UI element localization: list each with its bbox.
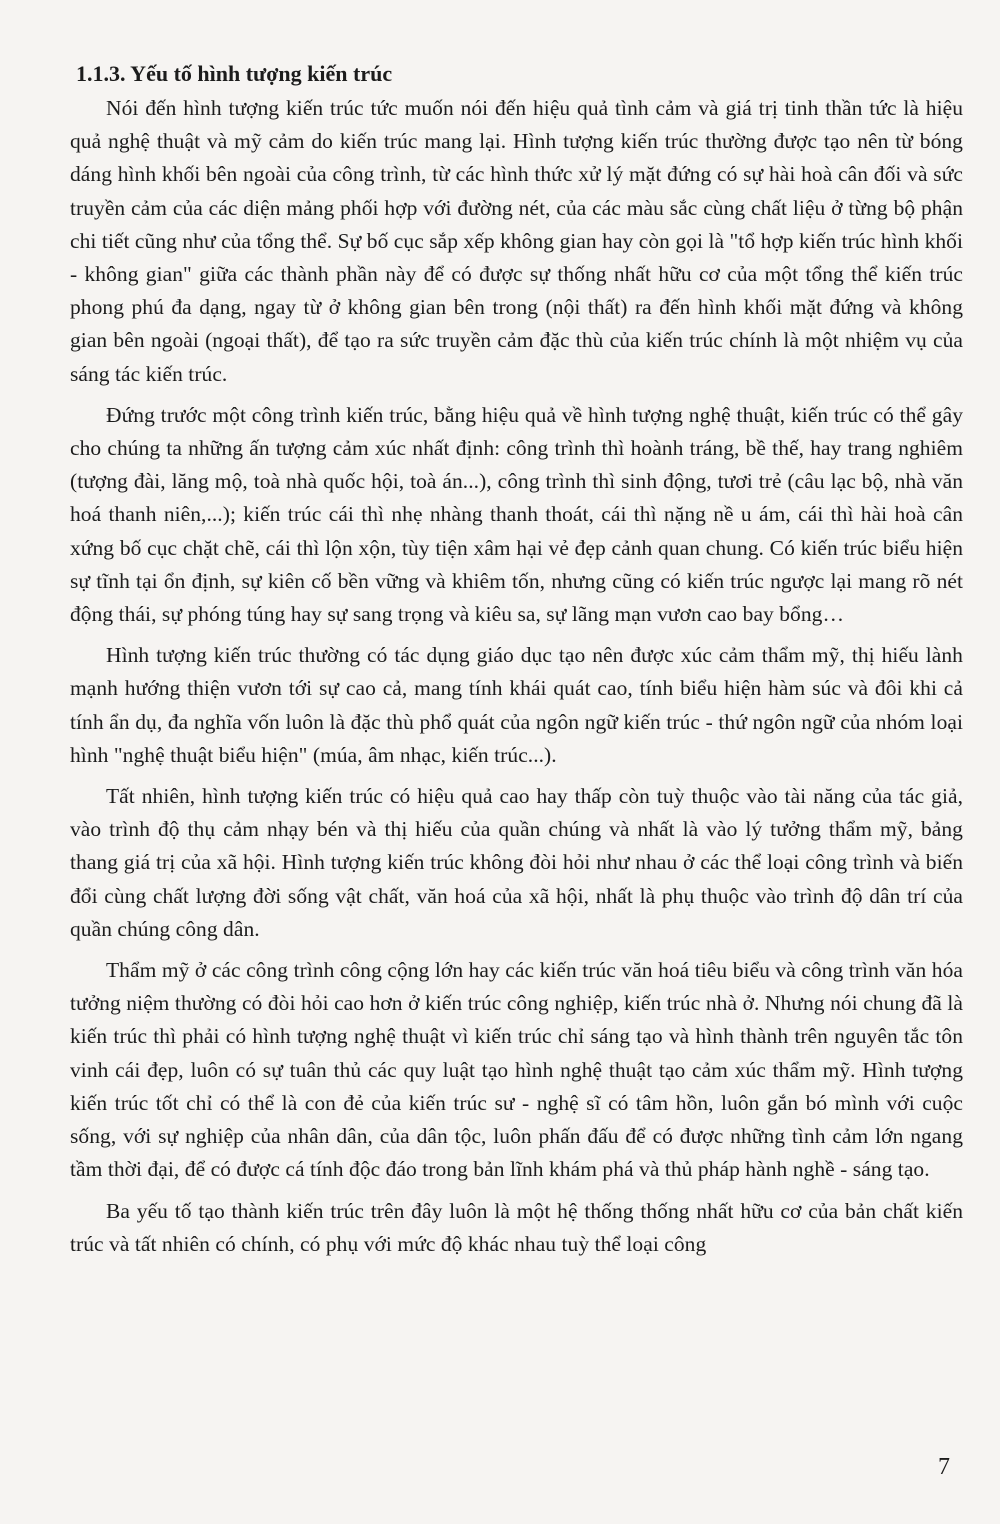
paragraph-5: Thẩm mỹ ở các công trình công cộng lớn hay các kiến trúc văn hoá tiêu biểu và công trình văn hóa tưởng niệm thường có đòi hỏi cao hơn ở kiến trúc công nghiệp, kiến trúc nhà ở. Nhưng nói chung đã là kiến trúc thì phải có hình tượng nghệ thuật vì kiến trúc chỉ sáng tạo và hình thành trên nguyên tắc tôn vinh cái đẹp, luôn có sự tuân thủ các quy luật tạo hình nghệ thuật tạo cảm xúc thẩm mỹ. Hình tượng kiến trúc tốt chỉ có thể là con đẻ của kiến trúc sư - nghệ sĩ có tâm hồn, luôn gắn bó mình với cuộc sống, với sự nghiệp của nhân dân, của dân tộc, luôn phấn đấu để có được những tình cảm lớn ngang tầm thời đại, để có được cá tính độc đáo trong bản lĩnh khám phá và thủ pháp hành nghề - sáng tạo. <box>70 958 963 1182</box>
paragraph-2: Đứng trước một công trình kiến trúc, bằng hiệu quả về hình tượng nghệ thuật, kiến trúc có thể gây cho chúng ta những ấn tượng cảm xúc nhất định: công trình thì hoành tráng, bề thế, hay trang nghiêm (tượng đài, lăng mộ, toà nhà quốc hội, toà án...), công trình thì sinh động, tươi trẻ (câu lạc bộ, nhà văn hoá thanh niên,...); kiến trúc cái thì nhẹ nhàng thanh thoát, cái thì nặng nề u ám, cái thì hài hoà cân xứng bố cục chặt chẽ, cái thì lộn xộn, tùy tiện xâm hại vẻ đẹp cảnh quan chung. Có kiến trúc biểu hiện sự tĩnh tại ổn định, sự kiên cố bền vững và khiêm tốn, nhưng cũng có kiến trúc ngược lại mang rõ nét động thái, sự phóng túng hay sự sang trọng và kiêu sa, sự lãng mạn vươn cao bay bổng… <box>70 402 963 627</box>
section-heading: 1.1.3. Yếu tố hình tượng kiến trúc <box>76 61 393 86</box>
paragraph-4: Tất nhiên, hình tượng kiến trúc có hiệu quả cao hay thấp còn tuỳ thuộc vào tài năng của tác giả, vào trình độ thụ cảm nhạy bén và thị hiếu của quần chúng và nhất là vào lý tưởng thẩm mỹ, bảng thang giá trị của xã hội. Hình tượng kiến trúc không đòi hỏi như nhau ở các thể loại công trình và biến đổi cùng chất lượng đời sống vật chất, văn hoá của xã hội, nhất là phụ thuộc vào trình độ dân trí của quần chúng công dân. <box>70 784 963 941</box>
page-content <box>70 58 963 1269</box>
paragraph-1: Nói đến hình tượng kiến trúc tức muốn nói đến hiệu quả tình cảm và giá trị tinh thần tức là hiệu quả nghệ thuật và mỹ cảm do kiến trúc mang lại. Hình tượng kiến trúc thường được tạo nên từ bóng dáng hình khối bên ngoài của công trình, từ các hình thức xử lý mặt đứng có sự hài hoà cân đối và sức truyền cảm của các diện mảng phối hợp với đường nét, của các màu sắc cùng chất liệu ở từng bộ phận chi tiết cũng như của tổng thể. Sự bố cục sắp xếp không gian hay còn gọi là "tổ hợp kiến trúc hình khối - không gian" giữa các thành phần này để có được sự thống nhất hữu cơ của một tổng thể kiến trúc phong phú đa dạng, ngay từ ở không gian bên trong (nội thất) ra đến hình khối mặt đứng và không gian bên ngoài (ngoại thất), để tạo ra sức truyền cảm đặc thù của kiến trúc chính là một nhiệm vụ của sáng tác kiến trúc. <box>70 96 963 386</box>
page-number: 7 <box>938 1454 950 1480</box>
paragraph-3: Hình tượng kiến trúc thường có tác dụng giáo dục tạo nên được xúc cảm thẩm mỹ, thị hiếu lành mạnh hướng thiện vươn tới sự cao cả, mang tính khái quát cao, tính biểu hiện hàm súc và đôi khi cả tính ẩn dụ, đa nghĩa vốn luôn là đặc thù phổ quát của ngôn ngữ kiến trúc - thứ ngôn ngữ của nhóm loại hình "nghệ thuật biểu hiện" (múa, âm nhạc, kiến trúc...). <box>70 643 963 767</box>
paragraph-6: Ba yếu tố tạo thành kiến trúc trên đây luôn là một hệ thống thống nhất hữu cơ của bản chất kiến trúc và tất nhiên có chính, có phụ với mức độ khác nhau tuỳ thể loại công <box>70 1198 963 1256</box>
